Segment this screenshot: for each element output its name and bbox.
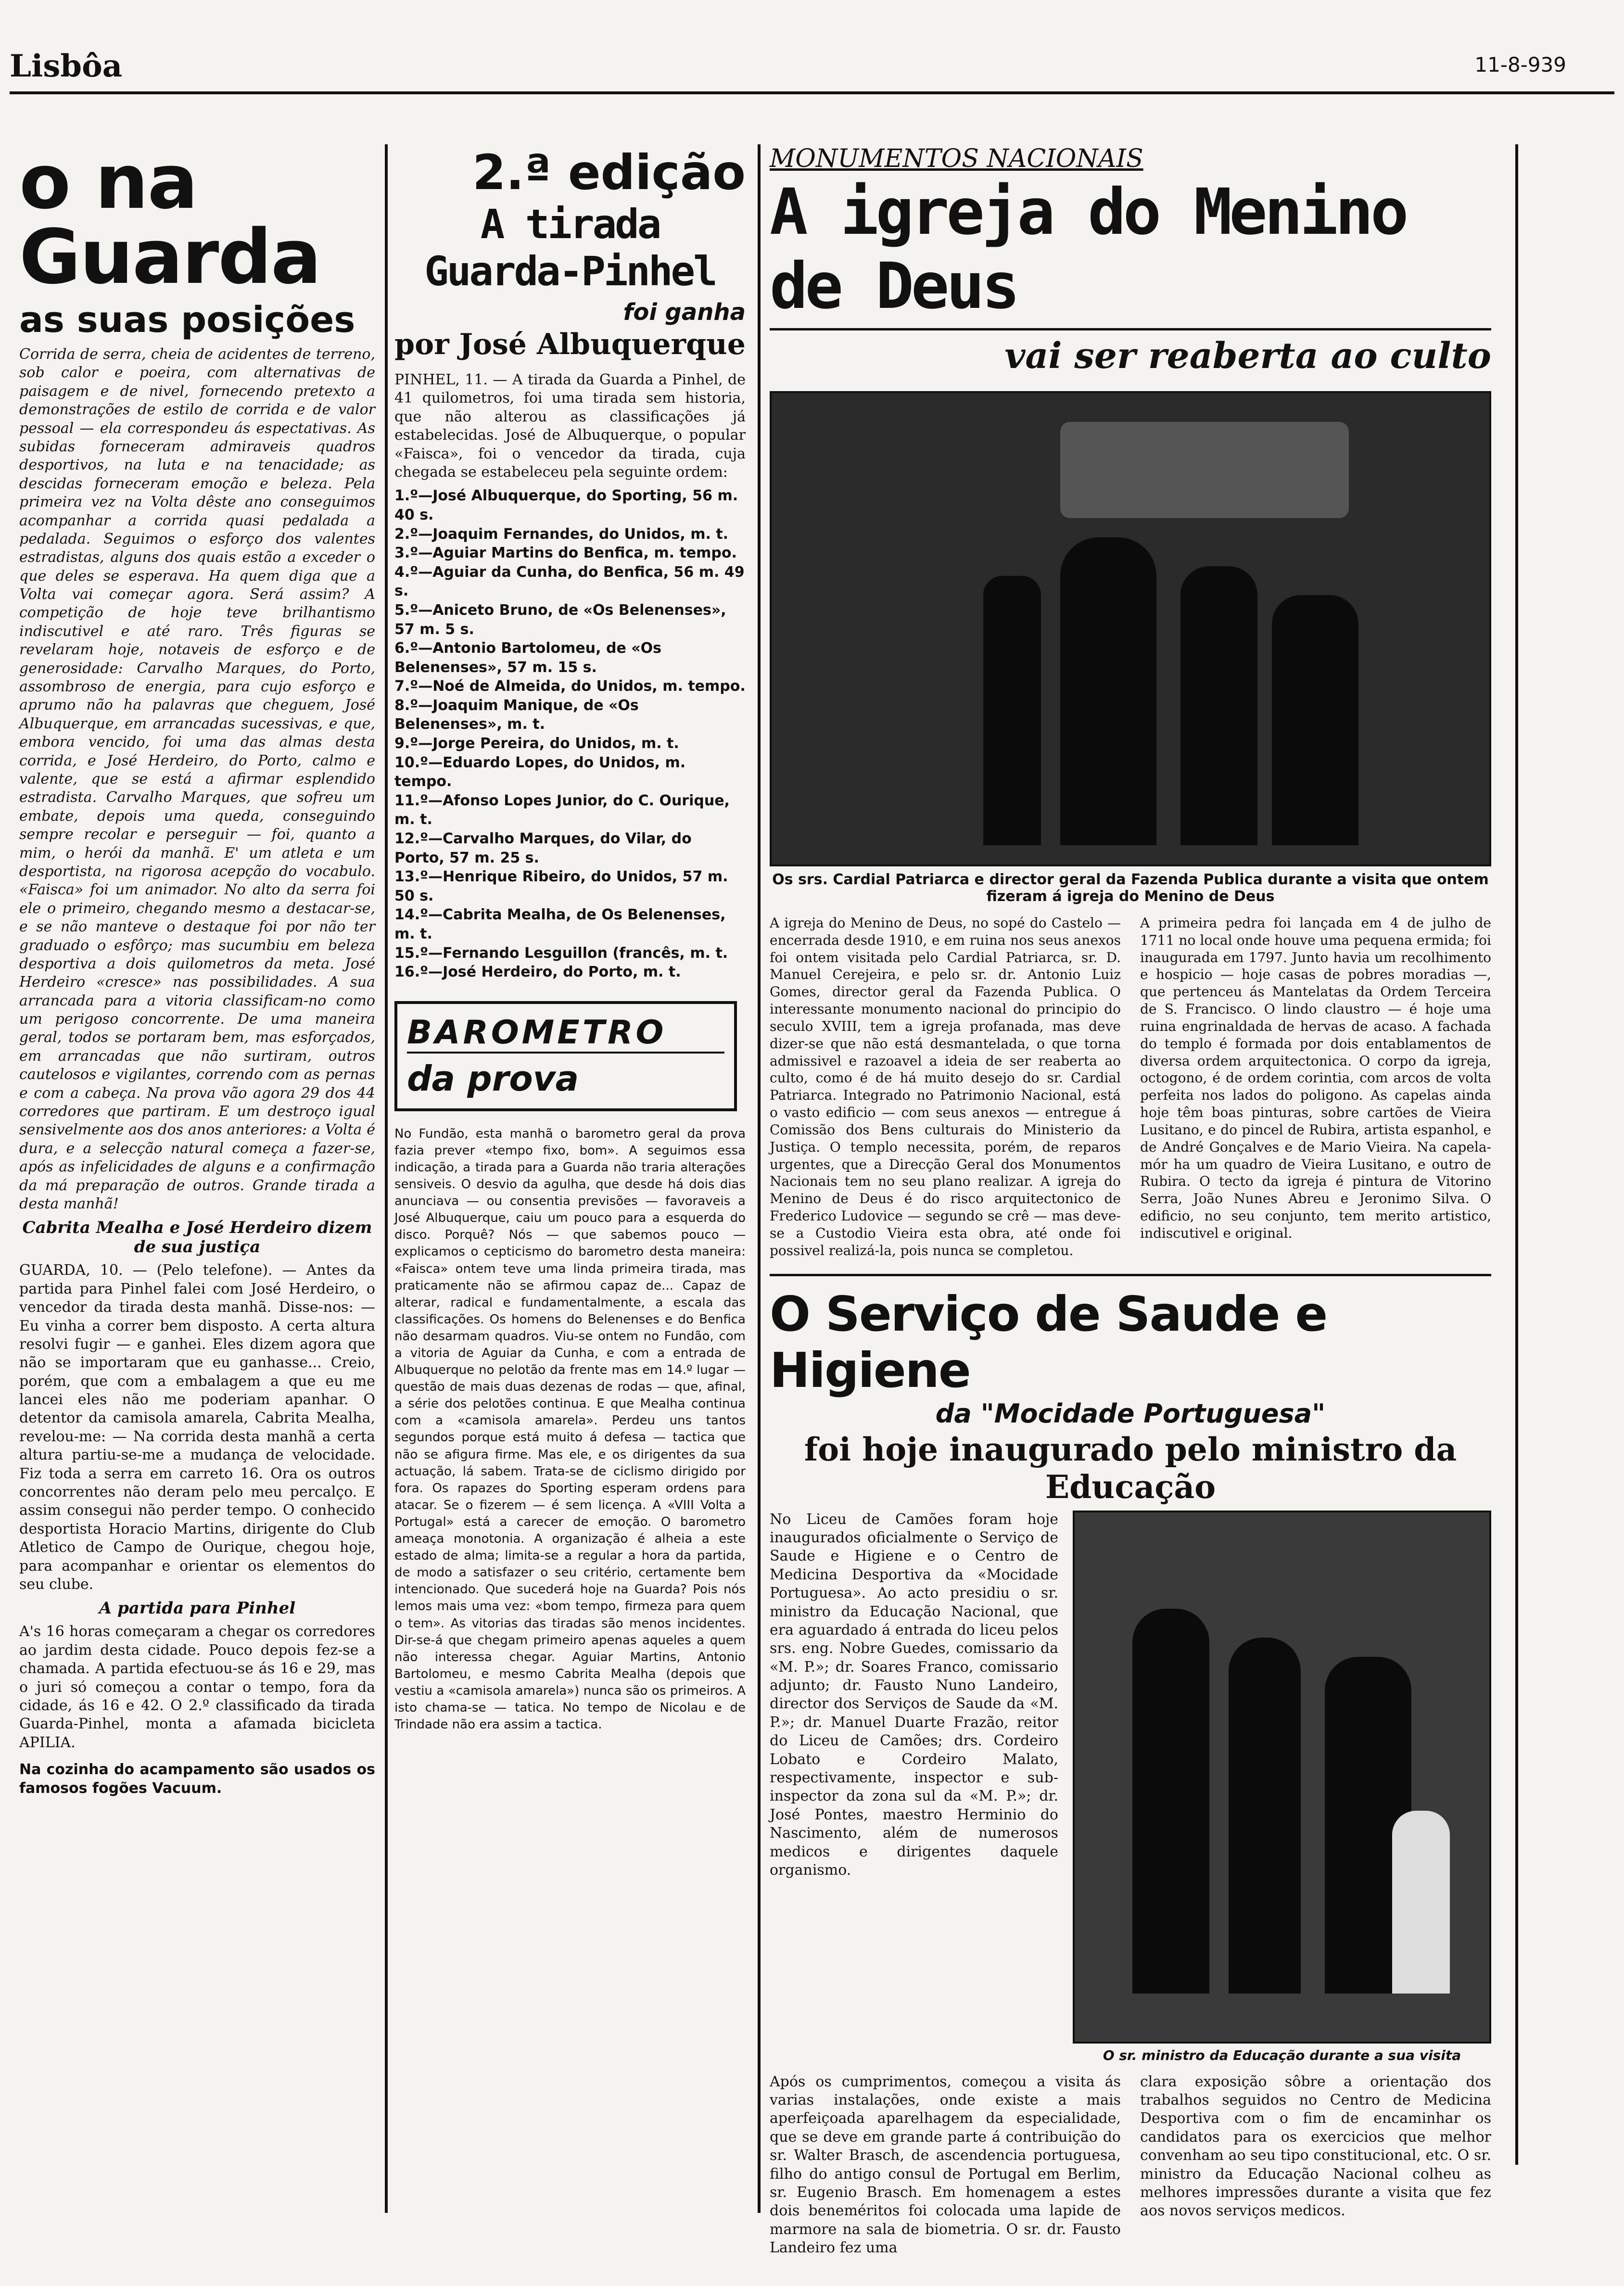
kicker: MONUMENTOS NACIONAIS <box>770 144 1143 173</box>
servico-bottom-a: Após os cumprimentos, começou a visita ás varias instalações, onde existe a mais aperfeiçoada aparelhagem da especialidade, que se deve em grande parte á contribuição do sr. Walter Brasch, de ascendencia portuguesa, filho do antigo consul de Portugal em Berlim, sr. Eugenio Brasch. Em homenagem a estes dois beneméritos foi colocada uma lapide de marmore na sala de biometria. O sr. dr. Fausto Landeiro fez uma <box>770 2073 1121 2257</box>
left-sub2: A partida para Pinhel <box>99 1599 296 1618</box>
issue-date: 11-8-939 <box>1474 53 1566 76</box>
headline-rule <box>770 328 1491 330</box>
ranking-item: 15.º—Fernando Lesguillon (francês, m. t. <box>394 944 728 962</box>
column-rule <box>1515 144 1518 2165</box>
right-sub: vai ser reaberta ao culto <box>1004 335 1491 377</box>
ranking-item: 11.º—Afonso Lopes Junior, do C. Ourique, m. t. <box>394 792 730 828</box>
middle-by: por José Albuquerque <box>394 328 746 361</box>
ranking-item: 13.º—Henrique Ribeiro, do Unidos, 57 m. 50 s. <box>394 868 728 904</box>
ranking-item: 12.º—Carvalho Marques, do Vilar, do Porto, 57 m. 25 s. <box>394 830 692 866</box>
servico-photo-wrap <box>1073 1511 1491 2063</box>
barometro-box <box>394 1001 737 1111</box>
left-subhead: as suas posições <box>19 299 355 341</box>
middle-headline: A tirada Guarda-Pinhel <box>424 201 716 295</box>
figure-silhouette <box>1180 566 1257 845</box>
figure-silhouette <box>1132 1609 1209 1994</box>
figure-silhouette <box>1272 595 1358 845</box>
servico-headline: O Serviço de Saude e Higiene <box>770 1285 1327 1398</box>
edition-label: 2.ª edição <box>472 144 746 201</box>
masthead: Lisbôa <box>10 48 123 84</box>
middle-column <box>394 144 746 1733</box>
ranking-item: 16.º—José Herdeiro, do Porto, m. t. <box>394 964 681 981</box>
left-sub1: Cabrita Mealha e José Herdeiro dizem de sua justiça <box>22 1218 372 1257</box>
middle-body: PINHEL, 11. — A tirada da Guarda a Pinhel, de 41 quilometros, foi uma tirada sem historia, que não alterou as classificações já estabelecidas. José de Albuquerque, o popular «Faisca», foi o vencedor da tirada, cuja chegada se estabeleceu pela seguinte ordem: <box>394 371 746 481</box>
middle-sub: foi ganha <box>623 299 746 326</box>
servico-bottom <box>770 2073 1491 2258</box>
column-rule <box>758 144 761 2213</box>
section-rule <box>770 1274 1491 1276</box>
barometro-text: No Fundão, esta manhã o barometro geral da prova fazia prever «tempo fixo, bom». A seguimos essa indicação, a tirada para a Guarda não traria alterações sensiveis. O desvio da agulha, que desde há dois dias anunciava — ou consentia previsões — favoraveis a José Albuquerque, caiu um pouco para a esquerda do disco. Porquê? Nós — que sabemos pouco — explicamos o cepticismo do barometro desta maneira: «Faisca» ontem teve uma linda primeira tirada, mas praticamente não se afirmou capaz de... Capaz de alterar, radical e fundamentalmente, a escala das classificações. Os homens do Belenenses e do Benfica não desarmam quadros. Viu-se ontem no Fundão, com a vitoria de Aguiar da Cunha, e com a entrada de Albuquerque no pelotão da frente mas em 14.º lugar — questão de mais duas dezenas de rodas — que, afinal, a série dos pelotões continua. E que Mealha continua com a «camisola amarela». Perdeu uns tantos segundos porque está muito á defesa — tactica que não se afigura firme. Mas ele, e os dirigentes da sua actuação, lá sabem. Trata-se de ciclismo dirigido por fora. Os rapazes do Sporting esperam ordens para atacar. Se o fizerem — é sem licença. A «VIII Volta a Portugal» está a carecer de emoção. O barometro ameaça monotonia. A organização é alheia a este estado de alma; limita-se a regular a hora da partida, de modo a satisfazer o seu critério, certamente bem intencionado. Que sucederá hoje na Guarda? Pois nós lemos mais uma vez: «bom tempo, firmeza para quem o tem». As vitorias das tiradas são menos incidentes. Dir-se-á que chegam primeiro apenas aqueles a quem não interessa chegar. Aguiar Martins, Antonio Bartolomeu, e mesmo Cabrita Mealha (depois que vestiu a «camisola amarela») nunca são os primeiros. A isto chama-se — tatica. No tempo de Nicolau e de Trindade não era assim a tactica. <box>394 1126 746 1732</box>
servico-inaug: foi hoje inaugurado pelo ministro da Educação <box>804 1430 1457 1506</box>
ranking-item: 1.º—José Albuquerque, do Sporting, 56 m. 40 s. <box>394 487 738 523</box>
right-headline: A igreja do Menino de Deus <box>770 175 1406 323</box>
ranking-item: 9.º—Jorge Pereira, do Unidos, m. t. <box>394 735 679 752</box>
servico-body-wrap <box>770 1511 1491 2063</box>
figure-silhouette <box>983 576 1041 845</box>
servico-bottom-b: clara exposição sôbre a orientação dos trabalhos seguidos no Centro de Medicina Desportiva com o fim de encaminhar os candidatos para os exercicios que melhor convenham ao seu tipo constitucional, etc. O sr. ministro da Educação Nacional colheu as melhores impressões durante a visita que fez aos novos serviços medicos. <box>1140 2073 1491 2220</box>
left-body1: GUARDA, 10. — (Pelo telefone). — Antes da partida para Pinhel falei com José Herdeiro, o vencedor da tirada desta manhã. Disse-nos: — Eu vinha a correr bem disposto. A certa altura resolvi fugir — e ganhei. Eles dizem agora que não se importaram que eu ganhasse... Creio, porém, que com a embalagem a que eu me lancei eles não me poderiam apanhar. O detentor da camisola amarela, Cabrita Mealha, revelou-me: — Na corrida desta manhã a certa altura partiu-se-me a mudança de velocidade. Fiz toda a serra em carreto 16. Ora os outros concorrentes não deram pelo meu percalço. E assim consegui não perder tempo. O conhecido desportista Horacio Martins, dirigente do Club Atletico de Campo de Ourique, chegou hoje, para acompanhar e orientar os elementos do seu clube. <box>19 1262 375 1593</box>
barometro-title: BAROMETRO <box>407 1013 667 1052</box>
left-lead: Corrida de serra, cheia de acidentes de terreno, sob calor e poeira, com alternativas de paisagem e de nivel, fornecendo pretexto a demonstrações de estilo de corrida e de valor pessoal — ela correspondeu ás espectativas. As subidas forneceram admiraveis quadros desportivos, na luta e na tenacidade; as descidas forneceram emoção e beleza. Pela primeira vez na Volta dêste ano conseguimos acompanhar a corrida quasi pedalada a pedalada. Seguimos o esforço dos valentes estradistas, alguns dos quais estão a exceder o que deles se esperava. Ha quem diga que a Volta vai começar agora. Será assim? A competição de hoje teve brilhantismo indiscutivel e até raro. Três figuras se revelaram hoje, notaveis de esforço e de generosidade: Carvalho Marques, do Porto, assombroso de energia, para cujo esforço e aprumo não ha palavras que cheguem, José Albuquerque, em arrancadas sucessivas, e que, embora vencido, foi uma das almas desta corrida, e José Herdeiro, do Porto, calmo e valente, que se está a afirmar esplendido estradista. Carvalho Marques, que sofreu um embate, depois uma queda, conseguindo sempre recolar e perseguir — foi, quanto a mim, o herói da manhã. E' um atleta e um desportista, na rigorosa acepção do vocabulo. «Faisca» foi um animador. No alto da serra foi ele o primeiro, chegando mesmo a destacar-se, e se não manteve o destaque foi por não ter graduado o esfôrço; mas sucumbiu em beleza desportiva a dois quilometros da meta. José Herdeiro «cresce» nas possibilidades. A sua arrancada para a vitoria classificam-no como um perigoso concorrente. De uma maneira geral, todos se portaram bem, mas esforçados, em arrancadas que não surtiram, outros cautelosos e vigilantes, correndo com as pernas e com a cabeça. Na prova vão agora 29 dos 44 corredores que partiram. E um destroço igual sensivelmente aos dos anos anteriores: a Volta é dura, e a selecção natural começa a fazer-se, após as infelicidades de alguns e a confirmação da má preparação de outros. Grande tirada a desta manhã! <box>19 346 375 1212</box>
barometro-sub: da prova <box>407 1052 724 1099</box>
minister-photo <box>1073 1511 1491 2044</box>
left-body2: A's 16 horas começaram a chegar os corredores ao jardim desta cidade. Pouco depois fez-se a chamada. A partida efectuou-se ás 16 e 29, mas o juri só começou a contar o tempo, fora da cidade, ás 16 e 42. O 2.º classificado da tirada Guarda-Pinhel, monta a afamada bicicleta APILIA. <box>19 1623 375 1751</box>
church-photo <box>770 391 1491 866</box>
ranking-item: 2.º—Joaquim Fernandes, do Unidos, m. t. <box>394 525 729 543</box>
church-col-a: A igreja do Menino de Deus, no sopé do Castelo — encerrada desde 1910, e em ruina nos seus anexos foi ontem visitada pelo Cardial Patriarca, sr. D. Manuel Cerejeira, e pelo sr. dr. Antonio Luiz Gomes, director geral da Fazenda Publica. O interessante monumento nacional do principio do seculo XVIII, tem a igreja profanada, mas deve dizer-se que não está desmantelada, o que torna admissivel e razoavel a ideia de ser reaberta ao culto, como é de há muito desejo do sr. Cardial Patriarca. Integrado no Patrimonio Nacional, está o vasto edificio — com seus anexos — entregue á Comissão dos Bens culturais do Ministerio da Justiça. O templo necessita, porém, de reparos urgentes, que a Direcção Geral dos Monumentos Nacionais tem no seu plano realizar. A igreja do Menino de Deus é do risco arquitectonico de Frederico Ludovice — segundo se crê — mas deve-se a Custodio Vieira esta obra, até onde foi possivel realizá-la, pois nunca se completou. <box>770 915 1121 1258</box>
photo1-caption: Os srs. Cardial Patriarca e director geral da Fazenda Publica durante a visita que ontem fizeram á igreja do Menino de Deus <box>772 871 1489 905</box>
right-column <box>770 144 1491 2257</box>
figure-light <box>1392 1811 1450 1994</box>
ranking-item: 6.º—Antonio Bartolomeu, de «Os Belenenses», 57 m. 15 s. <box>394 640 661 676</box>
ranking-item: 8.º—Joaquim Manique, de «Os Belenenses», m. t. <box>394 697 639 733</box>
ranking-item: 4.º—Aguiar da Cunha, do Benfica, 56 m. 49 s. <box>394 563 745 600</box>
top-rule <box>10 91 1614 94</box>
church-body <box>770 914 1491 1259</box>
figure-silhouette <box>1229 1638 1301 1994</box>
left-headline: o na Guarda <box>19 138 321 301</box>
church-col-b: A primeira pedra foi lançada em 4 de julho de 1711 no local onde houve uma pequena ermida; foi inaugurada em 1797. Junto havia um recolhimento e hospicio — hoje casas de pobres moradias —, que pertenceu ás Mantelatas da Ordem Terceira de S. Francisco. O lindo claustro — é hoje uma ruina engrinaldada de hervas de acaso. A fachada do templo é formada por dois entablamentos de diversa ordem arquitectonica. O corpo da igreja, octogono, é de ordem corintia, com arcos de volta perfeita nos lados do poligono. As capelas ainda hoje têm boas pinturas, sobre cartões de Vieira Lusitano, e do pincel de Rubira, artista espanhol, e de André Gonçalves e de Mario Vieira. Na capela-mór ha um quadro de Vieira Lusitano, e outro de Rubira. O tecto da igreja é pintura de Vitorino Serra, João Nunes Abreu e Jeronimo Silva. O edificio, no seu conjunto, tem merito artistico, indiscutivel e original. <box>1140 915 1491 1241</box>
ranking-list <box>394 486 746 981</box>
column-rule <box>385 144 388 2213</box>
ranking-item: 3.º—Aguiar Martins do Benfica, m. tempo. <box>394 545 737 562</box>
photo2-caption: O sr. ministro da Educação durante a sua visita <box>1103 2047 1461 2063</box>
left-ad: Na cozinha do acampamento são usados os famosos fogões Vacuum. <box>19 1761 375 1797</box>
ranking-item: 5.º—Aniceto Bruno, de «Os Belenenses», 57 m. 5 s. <box>394 601 726 638</box>
ranking-item: 7.º—Noé de Almeida, do Unidos, m. tempo. <box>394 678 746 695</box>
servico-sub: da "Mocidade Portuguesa" <box>935 1398 1326 1429</box>
ranking-item: 10.º—Eduardo Lopes, do Unidos, m. tempo. <box>394 754 686 790</box>
left-column <box>19 138 375 1798</box>
ranking-item: 14.º—Cabrita Mealha, de Os Belenenses, m. t. <box>394 906 726 942</box>
figure-silhouette <box>1060 537 1156 845</box>
altar-detail <box>1060 422 1349 518</box>
servico-body: No Liceu de Camões foram hoje inaugurados oficialmente o Serviço de Saude e Higiene e o Centro de Medicina Desportiva da «Mocidade Portuguesa». Ao acto presidiu o sr. ministro da Educação Nacional, que era aguardado á entrada do liceu pelos srs. eng. Nobre Guedes, comissario da «M. P.»; dr. Soares Franco, comissario adjunto; dr. Fausto Nuno Landeiro, director dos Serviços de Saude da «M. P.»; dr. Manuel Duarte Frazão, reitor do Liceu de Camões; drs. Cordeiro Lobato e Cordeiro Malato, respectivamente, inspector e sub-inspector da zona sul da «M. P.»; dr. José Pontes, maestro Herminio do Nascimento, além de numerosos medicos e dirigentes daquele organismo. <box>770 1511 1058 1879</box>
